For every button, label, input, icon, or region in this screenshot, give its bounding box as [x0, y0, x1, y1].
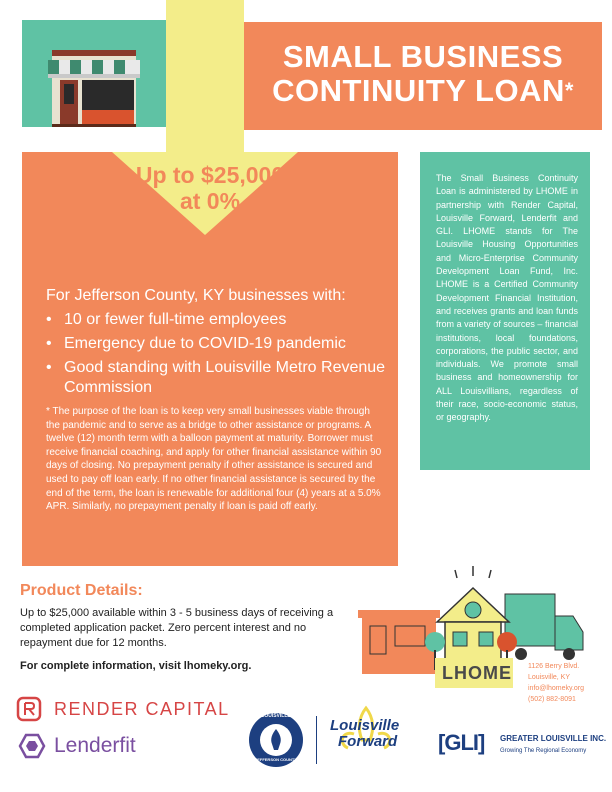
bullet-mark: •: [46, 311, 52, 328]
seal-top-text: LOUISVILLE: [261, 713, 291, 719]
render-capital-logo-icon: [16, 696, 44, 724]
list-item-text: 10 or fewer full-time employees: [64, 311, 287, 328]
louisville-forward-line-2: Forward: [338, 733, 398, 750]
address-block: [528, 661, 608, 705]
gli-logo-mark: [GLI]: [438, 730, 485, 755]
product-details-text: Up to $25,000 available within 3 - 5 business days of receiving a completed application packet. Zero percent interest and no repayment due for 12 months.: [20, 607, 334, 649]
eligibility-intro: For Jefferson County, KY businesses with:: [46, 287, 346, 304]
bullet-mark: •: [46, 335, 52, 352]
list-item: [46, 358, 386, 398]
bullet-mark: •: [46, 359, 52, 376]
address-phone: (502) 882-8091: [528, 696, 576, 703]
address-line-1: 1126 Berry Blvd.: [528, 663, 580, 670]
info-link[interactable]: For complete information, visit lhomeky.org.: [20, 660, 252, 672]
loan-headline: [100, 162, 320, 214]
title-line-1: SMALL BUSINESS: [282, 39, 564, 74]
eligibility-list: [46, 310, 386, 402]
title-asterisk: *: [564, 78, 574, 103]
sidebar-text: The Small Business Continuity Loan is administered by LHOME in partnership with Render Capital, Louisville Forward, Lenderfit and GLI. LHOME stands for The Louisville Housing Opportunities and Micro-Enterprise Community Development Loan Fund, Inc. LHOME is a Certified Community Development Financial Institution, and receives grants and loan funds from a variety of sources – financial institutions, local foundations, corporations, the public sector, and individuals. We promote small business and homeownership for ALL Louisvillians, regardless of their race, socio-economic status, or geography.: [436, 173, 578, 423]
logo-divider: [316, 716, 317, 764]
lhome-logo: LHOME: [442, 663, 512, 683]
list-item-text: Emergency due to COVID-19 pandemic: [64, 335, 346, 352]
loan-footnote: * The purpose of the loan is to keep very small businesses viable through the pandemic and to serve as a bridge to other assistance or programs. A twelve (12) month term with a balloon payment at maturity. Borrower must receive financial coaching, and apply for other financial assistance within 90 days of closing. No prepayment penalty if other assistance is secured and used to pay off loan early. If no other financial assistance is secured by the end of the term, the loan is renewable for additional four (4) years at a 5.0% APR. Similarly, no prepayment penalty if loan is paid off early.: [46, 406, 382, 513]
gli-name: GREATER LOUISVILLE INC.: [500, 734, 607, 743]
list-item: [46, 310, 386, 330]
seal-bottom-text: JEFFERSON COUNTY: [254, 757, 297, 762]
lenderfit-logo: Lenderfit: [54, 734, 136, 757]
lenderfit-logo-icon: [16, 733, 48, 759]
address-email[interactable]: info@lhomeky.org: [528, 685, 584, 692]
headline-line-2: at 0%: [179, 188, 241, 214]
product-details-title: Product Details:: [20, 582, 143, 599]
headline-line-1: Up to $25,000: [135, 162, 285, 188]
list-item-text: Good standing with Louisville Metro Revenue Commission: [64, 359, 386, 396]
louisville-forward-line-1: Louisville: [330, 717, 400, 734]
address-line-2: Louisville, KY: [528, 674, 571, 681]
gli-tagline: Growing The Regional Economy: [500, 748, 587, 754]
render-capital-logo: RENDER CAPITAL: [54, 699, 230, 719]
list-item: [46, 334, 386, 354]
title-line-2-text: CONTINUITY LOAN: [272, 73, 565, 108]
